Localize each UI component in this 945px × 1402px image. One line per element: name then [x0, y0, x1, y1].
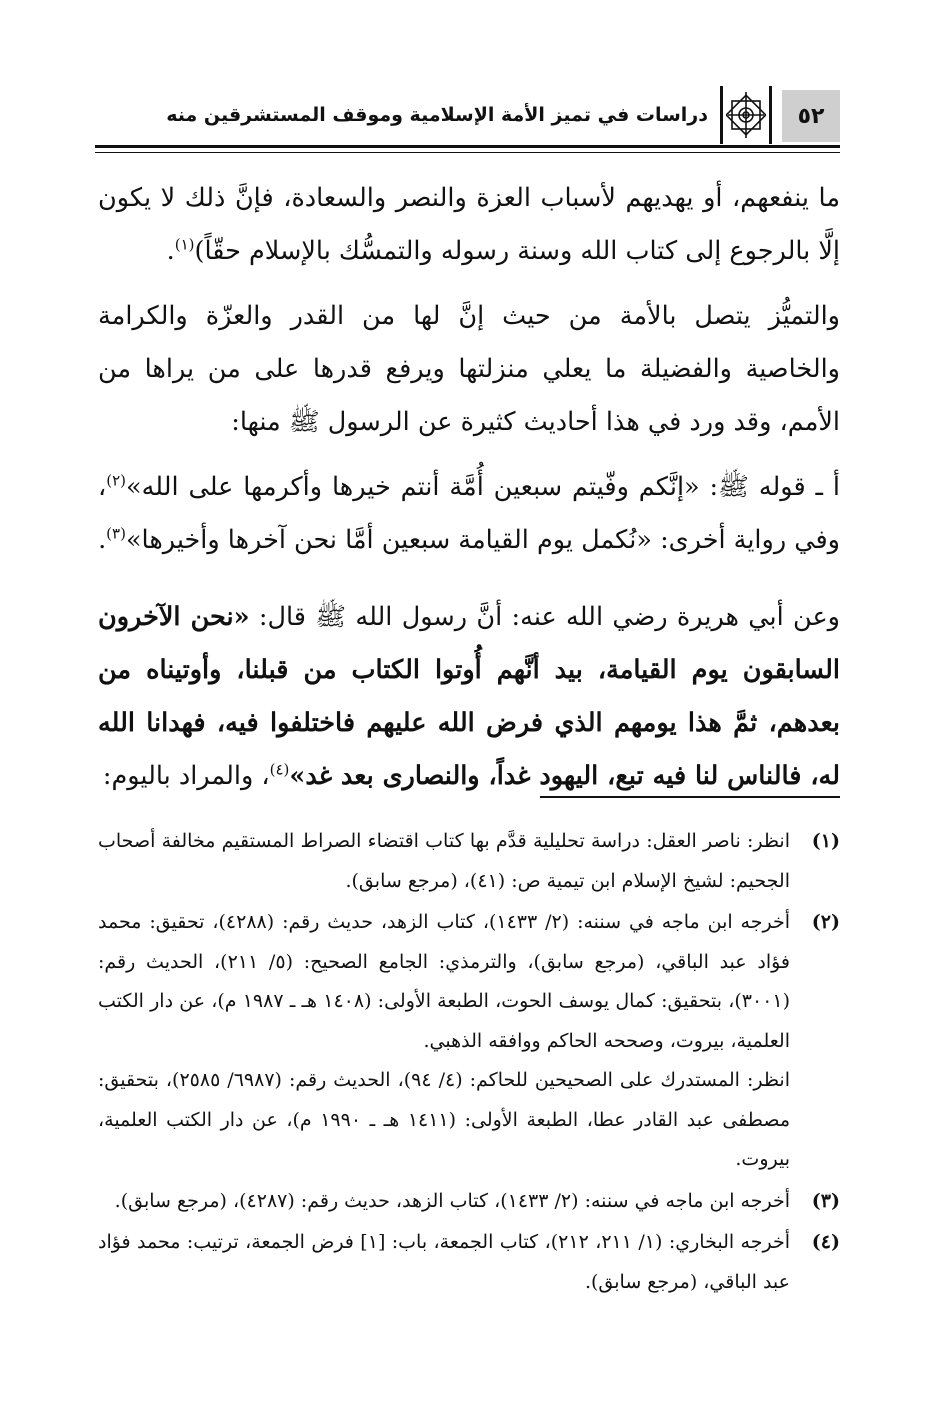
footnote-ref-2[interactable]: (٢): [106, 471, 127, 490]
paragraph-3-end: .: [98, 525, 107, 555]
footnote-3: [98, 1182, 840, 1222]
footnote-number: (٢): [811, 911, 840, 933]
paragraph-4-hadith: «نحن الآخرون السابقون يوم القيامة، بيد أنَّهم أُوتوا الكتاب من قبلنا، وأوتيناه من بعدهم، ثمَّ هذا يومهم الذي فرض الله عليهم فاختلفوا فيه، فهدانا الله له، فالناس لنا فيه تبع، اليهود غداً، والنصارى بعد غد»: [98, 602, 840, 791]
footnote-text: [98, 1182, 790, 1222]
paragraph-4: [98, 591, 840, 803]
footnote-divider: [540, 796, 840, 798]
header-rule-thin: [95, 152, 840, 153]
footnote-ref-4[interactable]: (٤): [269, 760, 290, 779]
paragraph-1-end: .: [166, 236, 175, 266]
page-number: ٥٢: [782, 90, 840, 142]
paragraph-4-intro: وعن أبي هريرة رضي الله عنه: أنَّ رسول الله ﷺ قال:: [258, 602, 840, 632]
paragraph-1: [98, 172, 840, 278]
footnote-text: [98, 1223, 790, 1302]
paragraph-3: [98, 461, 840, 567]
footnote-line: انظر: المستدرك على الصحيحين للحاكم: (٤/ ٩٤)، الحديث رقم: (٦٩٨٧/ ٢٥٨٥)، بتحقيق: مصطفى عبد القادر عطا، الطبعة الأولى: (١٤١١ هـ ـ ١٩٩٠ م)، عن دار الكتب العلمية، بيروت.: [98, 1069, 791, 1170]
footnote-ref-3[interactable]: (٣): [106, 524, 126, 543]
ornament-icon: [720, 86, 772, 144]
footnote-text: [98, 903, 790, 1180]
footnote-2: [98, 903, 840, 1180]
footnote-number: (٣): [811, 1189, 840, 1212]
paragraph-1-text: ما ينفعهم، أو يهديهم لأسباب العزة والنصر والسعادة، فإنَّ ذلك لا يكون إلَّا بالرجوع إلى كتاب الله وسنة رسوله والتمسُّك بالإسلام حقّاً): [98, 183, 840, 266]
footnote-line: انظر: ناصر العقل: دراسة تحليلية قدَّم بها كتاب اقتضاء الصراط المستقيم مخالفة أصحاب الجحيم: لشيخ الإسلام ابن تيمية ص: (٤١)، (مرجع سابق).: [98, 830, 790, 892]
header-rule: [95, 145, 840, 148]
main-text: [98, 172, 840, 815]
footnote-line: أخرجه ابن ماجه في سننه: (٢/ ١٤٣٣)، كتاب الزهد، حديث رقم: (٤٢٨٨)، تحقيق: محمد فؤاد عبد الباقي، (مرجع سابق)، والترمذي: الجامع الصحيح: (٥/ ٢١١)، الحديث رقم: (٣٠٠١)، بتحقيق: كمال يوسف الحوت، الطبعة الأولى: (١٤٠٨ هـ ـ ١٩٨٧ م)، عن دار الكتب العلمية، بيروت، وصححه الحاكم ووافقه الذهبي.: [98, 911, 790, 1052]
footnote-number: (٤): [811, 1231, 840, 1253]
paragraph-3-text-a: أ ـ قوله ﷺ: «إنَّكم وفّيتم سبعين أُمَّة أنتم خيرها وأكرمها على الله»: [126, 472, 840, 502]
running-title: دراسات في تميز الأمة الإسلامية وموقف المستشرقين منه: [166, 104, 708, 126]
footnote-text: [98, 822, 790, 901]
footnote-line: أخرجه البخاري: (١/ ٢١١، ٢١٢)، كتاب الجمعة، باب: [١] فرض الجمعة، ترتيب: محمد فؤاد عبد الباقي، (مرجع سابق).: [98, 1231, 790, 1293]
footnote-number: (١): [811, 830, 840, 852]
footnote-1: [98, 822, 840, 901]
footnotes: [98, 822, 840, 1304]
paragraph-4-end: ، والمراد باليوم:: [102, 761, 270, 791]
paragraph-3-text-b: ، وفي رواية أخرى: «نُكمل يوم القيامة سبعين أمَّا نحن آخرها وأخيرها»: [98, 472, 840, 555]
page-header: [95, 84, 840, 148]
paragraph-2: والتميُّز يتصل بالأمة من حيث إنَّ لها من القدر والعزّة والكرامة والخاصية والفضيلة ما يعلي منزلتها ويرفع قدرها على من يراها من الأمم، وقد ورد في هذا أحاديث كثيرة عن الرسول ﷺ منها:: [98, 301, 840, 437]
footnote-line: أخرجه ابن ماجه في سننه: (٢/ ١٤٣٣)، كتاب الزهد، حديث رقم: (٤٢٨٧)، (مرجع سابق).: [114, 1189, 790, 1212]
footnote-4: [98, 1223, 840, 1302]
footnote-ref-1[interactable]: (١): [174, 235, 195, 254]
